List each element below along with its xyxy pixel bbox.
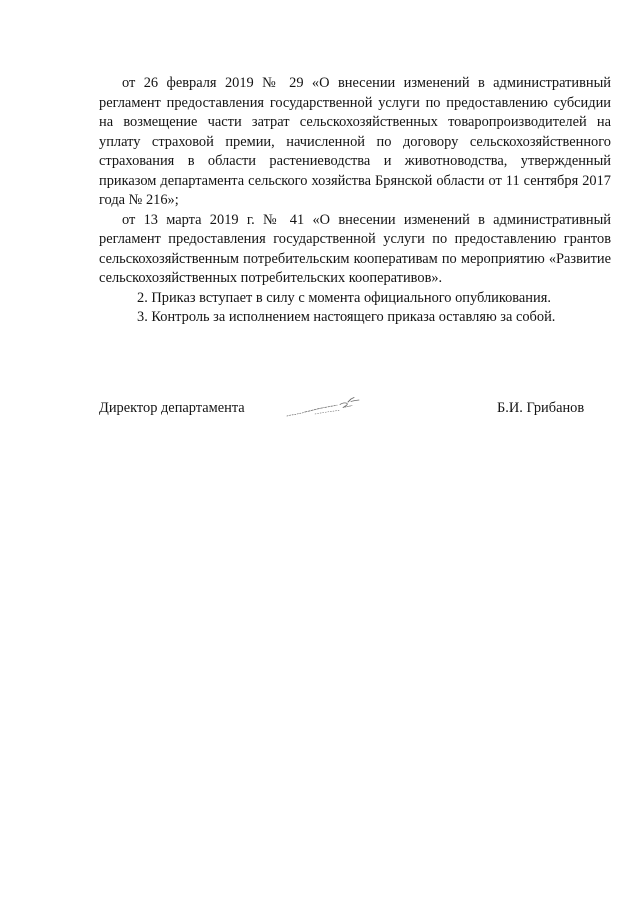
signatory-name: Б.И. Грибанов (497, 400, 585, 416)
paragraph-effective-date: 2. Приказ вступает в силу с момента официального опубликования. (137, 289, 551, 306)
paragraph-amendment-29: от 26 февраля 2019 № 29 «О внесении изменений в административный регламент предоставления государственной услуги по предоставлению субсидии на возмещение части затрат сельскохозяйственных товаропроизводителей на уплату страховой премии, начисленной по договору сельскохозяйственного страхования в области растениеводства и животноводства, утвержденный приказом департамента сельского хозяйства Брянской области от 11 сентября 2017 года № 216»; (99, 75, 611, 208)
document-body (99, 74, 611, 328)
paragraph-amendment-41: от 13 марта 2019 г. № 41 «О внесении изменений в административный регламент предоставления государственной услуги по предоставлению грантов сельскохозяйственным потребительским кооперативам по мероприятию «Развитие сельскохозяйственных потребительских кооперативов». (99, 211, 611, 286)
signatory-position: Директор департамента (99, 400, 245, 416)
handwritten-signature (285, 392, 367, 424)
paragraph-control: 3. Контроль за исполнением настоящего приказа оставляю за собой. (137, 309, 556, 325)
signature-block (99, 398, 611, 422)
